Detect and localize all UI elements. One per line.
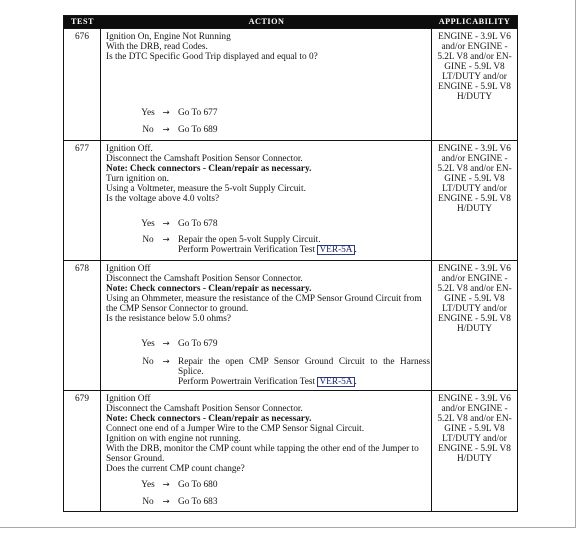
table-row xyxy=(64,140,517,260)
action-step: Ignition Off xyxy=(106,394,151,404)
applicability-line: GINE - 5.9L V8 xyxy=(444,174,505,184)
applicability-line: ENGINE - 3.9L V6 xyxy=(438,32,511,42)
verification-text: Perform Powertrain Verification Test xyxy=(178,377,316,387)
no-label: No xyxy=(142,235,154,245)
test-number: 676 xyxy=(75,32,89,42)
table-row xyxy=(64,260,517,390)
action-step: Is the resistance below 5.0 ohms? xyxy=(106,314,231,324)
action-step: Using an Ohmmeter, measure the resistance of the CMP Sensor Ground Circuit from xyxy=(106,294,422,304)
applicability-line: 5.2L V8 and/or EN- xyxy=(437,414,512,424)
test-number: 678 xyxy=(75,264,89,274)
header-action: ACTION xyxy=(248,17,285,26)
no-result-line: Splice. xyxy=(178,367,204,377)
yes-result: Go To 677 xyxy=(178,108,218,118)
applicability-line: LT/DUTY and/or xyxy=(442,434,507,444)
test-number: 677 xyxy=(75,144,89,154)
test-number-cell xyxy=(64,391,101,511)
applicability-line: LT/DUTY and/or xyxy=(442,72,507,82)
action-step: Sensor Ground. xyxy=(106,454,165,464)
action-step: With the DRB, monitor the CMP count while tapping the other end of the Jumper to xyxy=(106,444,419,454)
action-cell xyxy=(101,391,432,511)
yes-label: Yes xyxy=(141,219,155,229)
applicability-line: H/DUTY xyxy=(456,324,493,334)
applicability-line: H/DUTY xyxy=(456,204,493,214)
yes-branch xyxy=(101,108,431,118)
yes-branch xyxy=(101,339,431,349)
action-step: Disconnect the Camshaft Position Sensor Connector. xyxy=(106,274,303,284)
action-cell xyxy=(101,141,432,260)
action-step: Disconnect the Camshaft Position Sensor Connector. xyxy=(106,154,303,164)
action-step: Using a Voltmeter, measure the 5-volt Supply Circuit. xyxy=(106,184,306,194)
table-row xyxy=(64,28,517,140)
applicability-cell xyxy=(432,141,517,260)
no-result-line: Repair the open CMP Sensor Ground Circuit to the Harness xyxy=(178,357,430,367)
action-step: Ignition Off xyxy=(106,264,151,274)
action-step: Disconnect the Camshaft Position Sensor Connector. xyxy=(106,404,303,414)
no-result: Go To 683 xyxy=(178,497,218,507)
applicability-line: ENGINE - 5.9L V8 xyxy=(438,444,511,454)
verification-line xyxy=(178,377,430,387)
yes-branch xyxy=(101,480,431,490)
action-cell xyxy=(101,261,432,390)
verification-suffix: . xyxy=(354,245,357,255)
no-branch xyxy=(101,357,431,387)
applicability-line: 5.2L V8 and/or EN- xyxy=(437,284,512,294)
applicability-line: ENGINE - 3.9L V6 xyxy=(438,394,511,404)
arrow-right-icon: → xyxy=(162,235,170,245)
test-number: 679 xyxy=(75,394,89,404)
applicability-line: ENGINE - 5.9L V8 xyxy=(438,82,511,92)
action-step: Does the current CMP count change? xyxy=(106,464,245,474)
action-note: Note: Check connectors - Clean/repair as necessary. xyxy=(106,414,312,424)
applicability-line: LT/DUTY and/or xyxy=(442,184,507,194)
yes-label: Yes xyxy=(141,108,155,118)
no-result-line: Repair the open 5-volt Supply Circuit. xyxy=(178,235,321,245)
applicability-line: ENGINE - 3.9L V6 xyxy=(438,144,511,154)
applicability-line: ENGINE - 5.9L V8 xyxy=(438,194,511,204)
applicability-line: and/or ENGINE - xyxy=(441,42,508,52)
test-number-cell xyxy=(64,261,101,390)
arrow-right-icon: → xyxy=(162,125,170,135)
arrow-right-icon: → xyxy=(162,219,170,229)
action-step: With the DRB, read Codes. xyxy=(106,42,208,52)
yes-result: Go To 678 xyxy=(178,219,218,229)
applicability-line: and/or ENGINE - xyxy=(441,154,508,164)
applicability-line: GINE - 5.9L V8 xyxy=(444,294,505,304)
ver-5a-link[interactable]: VER-5A xyxy=(319,377,353,387)
applicability-line: ENGINE - 3.9L V6 xyxy=(438,264,511,274)
diagnostic-test-table xyxy=(63,15,518,512)
applicability-line: ENGINE - 5.9L V8 xyxy=(438,314,511,324)
action-cell xyxy=(101,29,432,140)
action-step: Connect one end of a Jumper Wire to the CMP Sensor Signal Circuit. xyxy=(106,424,365,434)
no-result xyxy=(178,235,430,255)
action-step: Turn ignition on. xyxy=(106,174,169,184)
no-branch xyxy=(101,235,431,255)
verification-text: Perform Powertrain Verification Test xyxy=(178,245,316,255)
yes-label: Yes xyxy=(141,480,155,490)
action-step: Ignition on with engine not running. xyxy=(106,434,241,444)
action-step: the CMP Sensor Connector to ground. xyxy=(106,304,249,314)
action-step: Is the voltage above 4.0 volts? xyxy=(106,194,220,204)
applicability-cell xyxy=(432,391,517,511)
no-label: No xyxy=(142,497,154,507)
no-result xyxy=(178,357,430,387)
table-row xyxy=(64,390,517,511)
header-applicability: APPLICABILITY xyxy=(438,17,511,26)
action-note: Note: Check connectors - Clean/repair as necessary. xyxy=(106,164,312,174)
applicability-line: H/DUTY xyxy=(456,92,493,102)
applicability-line: and/or ENGINE - xyxy=(441,404,508,414)
applicability-cell xyxy=(432,29,517,140)
header-test: TEST xyxy=(71,17,94,26)
no-branch xyxy=(101,497,431,507)
ver-5a-link[interactable]: VER-5A xyxy=(319,245,353,255)
arrow-right-icon: → xyxy=(162,497,170,507)
verification-suffix: . xyxy=(354,377,357,387)
action-note: Note: Check connectors - Clean/repair as necessary. xyxy=(106,284,312,294)
action-step: Ignition On, Engine Not Running xyxy=(106,32,231,42)
applicability-line: GINE - 5.9L V8 xyxy=(444,62,505,72)
no-result: Go To 689 xyxy=(178,125,218,135)
no-branch xyxy=(101,125,431,135)
yes-branch xyxy=(101,219,431,229)
applicability-line: H/DUTY xyxy=(456,454,493,464)
yes-result: Go To 679 xyxy=(178,339,218,349)
arrow-right-icon: → xyxy=(162,480,170,490)
action-step: Ignition Off. xyxy=(106,144,153,154)
no-label: No xyxy=(142,357,154,367)
yes-result: Go To 680 xyxy=(178,480,218,490)
no-label: No xyxy=(142,125,154,135)
applicability-line: GINE - 5.9L V8 xyxy=(444,424,505,434)
test-number-cell xyxy=(64,29,101,140)
arrow-right-icon: → xyxy=(162,357,170,367)
yes-label: Yes xyxy=(141,339,155,349)
verification-line xyxy=(178,245,430,255)
applicability-cell xyxy=(432,261,517,390)
action-step: Is the DTC Specific Good Trip displayed and equal to 0? xyxy=(106,52,318,62)
applicability-line: and/or ENGINE - xyxy=(441,274,508,284)
applicability-line: LT/DUTY and/or xyxy=(442,304,507,314)
applicability-line: 5.2L V8 and/or EN- xyxy=(437,164,512,174)
applicability-line: 5.2L V8 and/or EN- xyxy=(437,52,512,62)
test-number-cell xyxy=(64,141,101,260)
table-header xyxy=(64,16,517,28)
arrow-right-icon: → xyxy=(162,339,170,349)
arrow-right-icon: → xyxy=(162,108,170,118)
